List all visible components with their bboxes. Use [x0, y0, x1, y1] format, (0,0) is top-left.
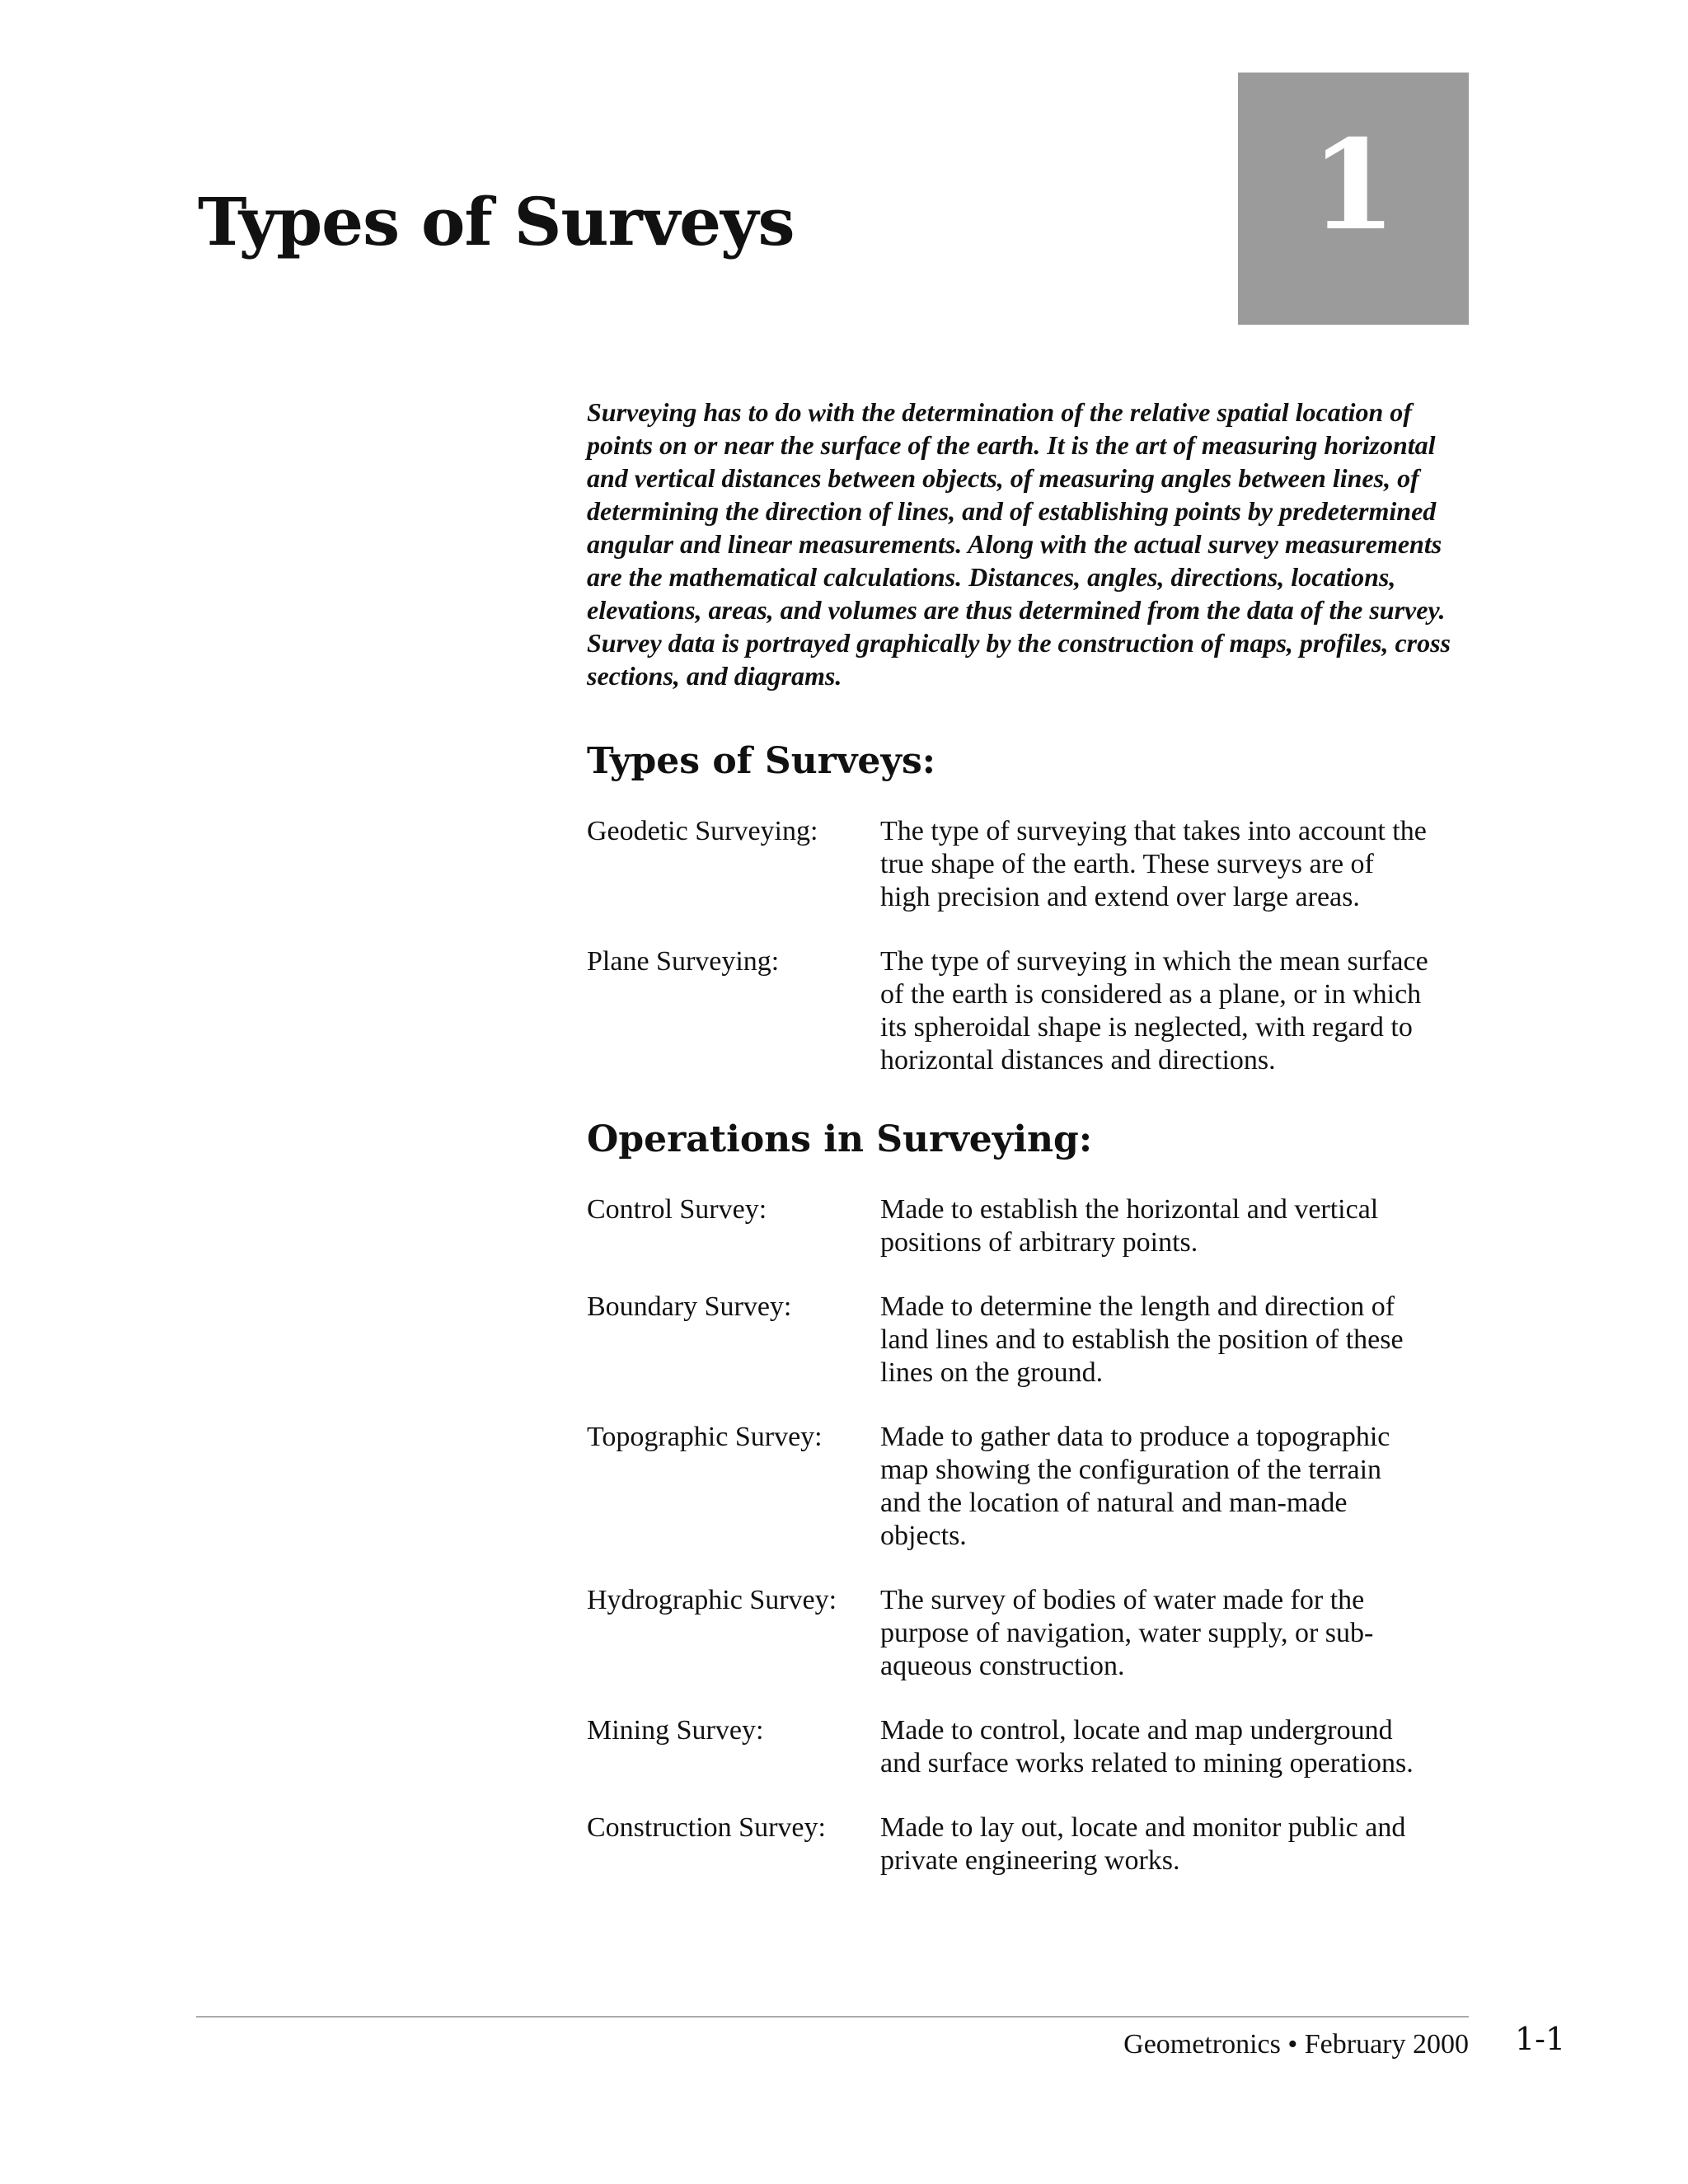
definition-description: The survey of bodies of water made for the purpose of navigation, water supply, or sub- aqueous construction.: [880, 1585, 1374, 1681]
definition-row: [587, 1193, 1477, 1259]
definition-term: Mining Survey:: [587, 1715, 764, 1746]
operations-definition-list: [587, 1193, 1477, 1877]
page-number: 1-1: [1515, 2021, 1566, 2057]
chapter-number-box: [1238, 73, 1469, 325]
definition-description: The type of surveying in which the mean surface of the earth is considered as a plane, or in which its spheroidal shape is neglected, with regard to horizontal distances and directions.: [880, 946, 1428, 1076]
definition-term: Geodetic Surveying:: [587, 816, 818, 846]
definition-row: [587, 1714, 1477, 1780]
definition-row: [587, 945, 1477, 1077]
operations-heading: Operations in Surveying:: [587, 1118, 1093, 1160]
footer-text: Geometronics • February 2000: [1123, 2029, 1469, 2060]
definition-row: [587, 1584, 1477, 1683]
definition-term: Topographic Survey:: [587, 1422, 823, 1452]
chapter-number: 1: [1310, 113, 1397, 258]
definition-term: Plane Surveying:: [587, 946, 780, 977]
definition-description: Made to gather data to produce a topographic map showing the configuration of the terrain and the location of natural and man-made objects.: [880, 1422, 1390, 1551]
definition-term: Construction Survey:: [587, 1812, 826, 1843]
definition-row: [587, 1291, 1477, 1390]
types-heading: Types of Surveys:: [587, 740, 936, 782]
main-content: [587, 396, 1477, 1909]
definition-description: Made to lay out, locate and monitor public and private engineering works.: [880, 1812, 1406, 1876]
definition-row: [587, 815, 1477, 914]
definition-term: Control Survey:: [587, 1194, 767, 1225]
footer-divider: [196, 2016, 1469, 2018]
chapter-title: Types of Surveys: [198, 183, 795, 260]
types-definition-list: [587, 815, 1477, 1077]
intro-paragraph: Surveying has to do with the determination of the relative spatial location of points on or near the surface of the earth. It is the art of measuring horizontal and vertical distances between objects, of measuring angles between lines, of determining the direction of lines, and of establishing points by predetermined angular and linear measurements. Along with the actual survey measurements are the mathematical calculations. Distances, angles, directions, locations, elevations, areas, and volumes are thus determined from the data of the survey. Survey data is portrayed graphically by the construction of maps, profiles, cross sections, and diagrams.: [587, 397, 1451, 691]
definition-description: Made to control, locate and map underground and surface works related to mining operations.: [880, 1715, 1414, 1779]
definition-description: Made to determine the length and direction of land lines and to establish the position of these lines on the ground.: [880, 1291, 1404, 1388]
definition-row: [587, 1421, 1477, 1553]
definition-description: Made to establish the horizontal and vertical positions of arbitrary points.: [880, 1194, 1379, 1258]
definition-row: [587, 1811, 1477, 1877]
definition-description: The type of surveying that takes into account the true shape of the earth. These surveys are of high precision and extend over large areas.: [880, 816, 1427, 912]
definition-term: Boundary Survey:: [587, 1291, 792, 1322]
definition-term: Hydrographic Survey:: [587, 1585, 837, 1615]
